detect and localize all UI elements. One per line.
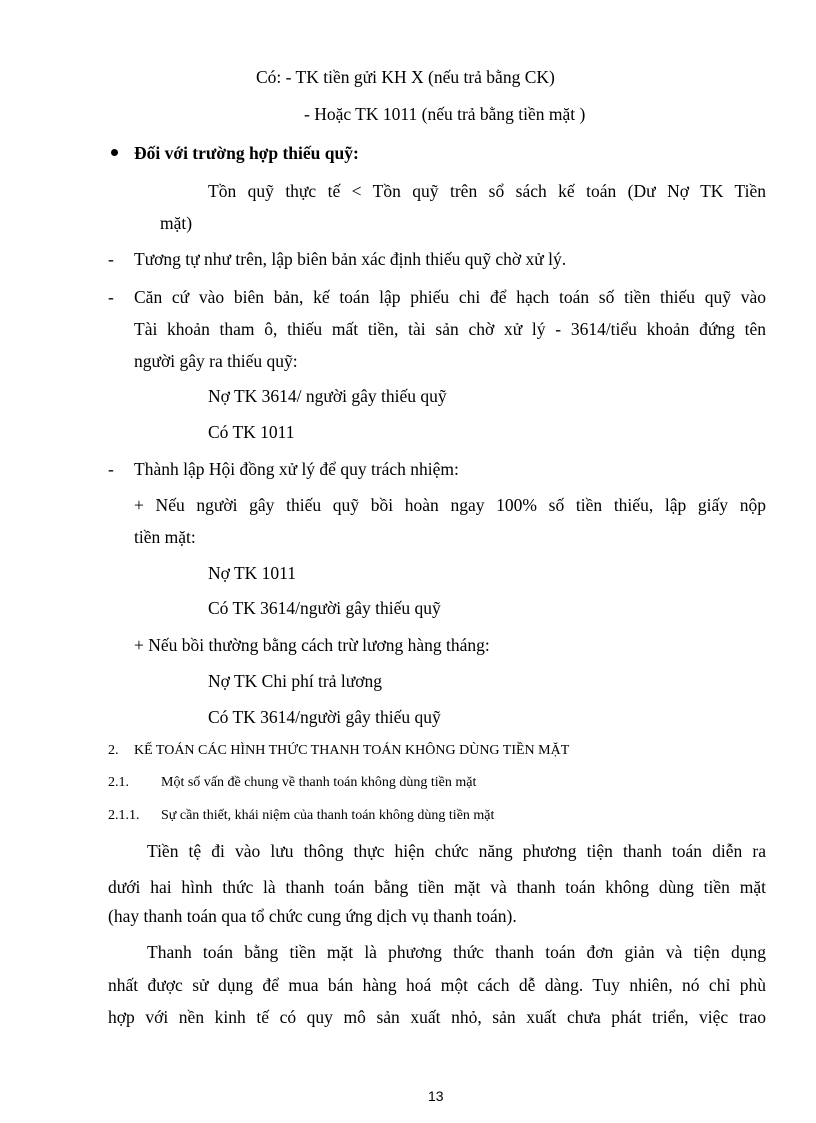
- text-line: Tài khoản tham ô, thiếu mất tiền, tài sản chờ xử lý - 3614/tiểu khoản đứng tên: [134, 319, 766, 339]
- text-line: mặt): [160, 213, 193, 233]
- heading-2-1: Một số vấn đề chung về thanh toán không dùng tiền mặt: [161, 775, 477, 790]
- bullet-icon: [111, 149, 118, 156]
- dash-marker: -: [108, 287, 114, 307]
- heading-number: 2.1.1.: [108, 808, 140, 823]
- journal-entry: Có TK 1011: [208, 422, 295, 442]
- journal-entry: Nợ TK 3614/ người gây thiếu quỹ: [208, 386, 447, 406]
- journal-entry: Có TK 3614/người gây thiếu quỹ: [208, 707, 441, 727]
- dash-marker: -: [108, 459, 114, 479]
- dash-marker: -: [108, 249, 114, 269]
- paragraph-line: hợp với nền kinh tế có quy mô sản xuất nhỏ, sản xuất chưa phát triển, việc trao: [108, 1007, 766, 1027]
- text-line: Thành lập Hội đồng xử lý để quy trách nhiệm:: [134, 459, 459, 479]
- text-line: tiền mặt:: [134, 527, 196, 547]
- page-number-text: 13: [428, 1088, 444, 1104]
- paragraph-line: Thanh toán bằng tiền mặt là phương thức thanh toán đơn giản và tiện dụng: [147, 942, 766, 962]
- text-line: Có: - TK tiền gửi KH X (nếu trả bằng CK): [256, 67, 555, 87]
- heading-2-1-1: Sự cần thiết, khái niệm của thanh toán không dùng tiền mặt: [161, 808, 495, 823]
- paragraph-line: dưới hai hình thức là thanh toán bằng tiền mặt và thanh toán không dùng tiền mặt: [108, 877, 766, 897]
- heading-2: KẾ TOÁN CÁC HÌNH THỨC THANH TOÁN KHÔNG DÙNG TIỀN MẶT: [134, 743, 570, 758]
- paragraph-line: Tiền tệ đi vào lưu thông thực hiện chức năng phương tiện thanh toán diễn ra: [147, 841, 766, 861]
- text-line: + Nếu người gây thiếu quỹ bồi hoàn ngay 100% số tiền thiếu, lập giấy nộp: [134, 495, 766, 515]
- text-line: Căn cứ vào biên bản, kế toán lập phiếu chi để hạch toán số tiền thiếu quỹ vào: [134, 287, 766, 307]
- text-line: + Nếu bồi thường bằng cách trừ lương hàng tháng:: [134, 635, 490, 655]
- heading-number: 2.: [108, 743, 119, 758]
- text-line: Tồn quỹ thực tế < Tồn quỹ trên sổ sách kế toán (Dư Nợ TK Tiền: [208, 181, 766, 201]
- section-heading: Đối với trường hợp thiếu quỹ:: [134, 143, 359, 163]
- text-line: người gây ra thiếu quỹ:: [134, 351, 298, 371]
- journal-entry: Nợ TK 1011: [208, 563, 297, 583]
- text-line: Tương tự như trên, lập biên bản xác định thiếu quỹ chờ xử lý.: [134, 249, 567, 269]
- paragraph-line: (hay thanh toán qua tổ chức cung ứng dịch vụ thanh toán).: [108, 906, 517, 926]
- text-line: - Hoặc TK 1011 (nếu trả bằng tiền mặt ): [304, 104, 586, 124]
- paragraph-line: nhất được sử dụng để mua bán hàng hoá một cách dễ dàng. Tuy nhiên, nó chỉ phù: [108, 975, 766, 995]
- journal-entry: Có TK 3614/người gây thiếu quỹ: [208, 598, 441, 618]
- journal-entry: Nợ TK Chi phí trả lương: [208, 671, 382, 691]
- heading-number: 2.1.: [108, 775, 129, 790]
